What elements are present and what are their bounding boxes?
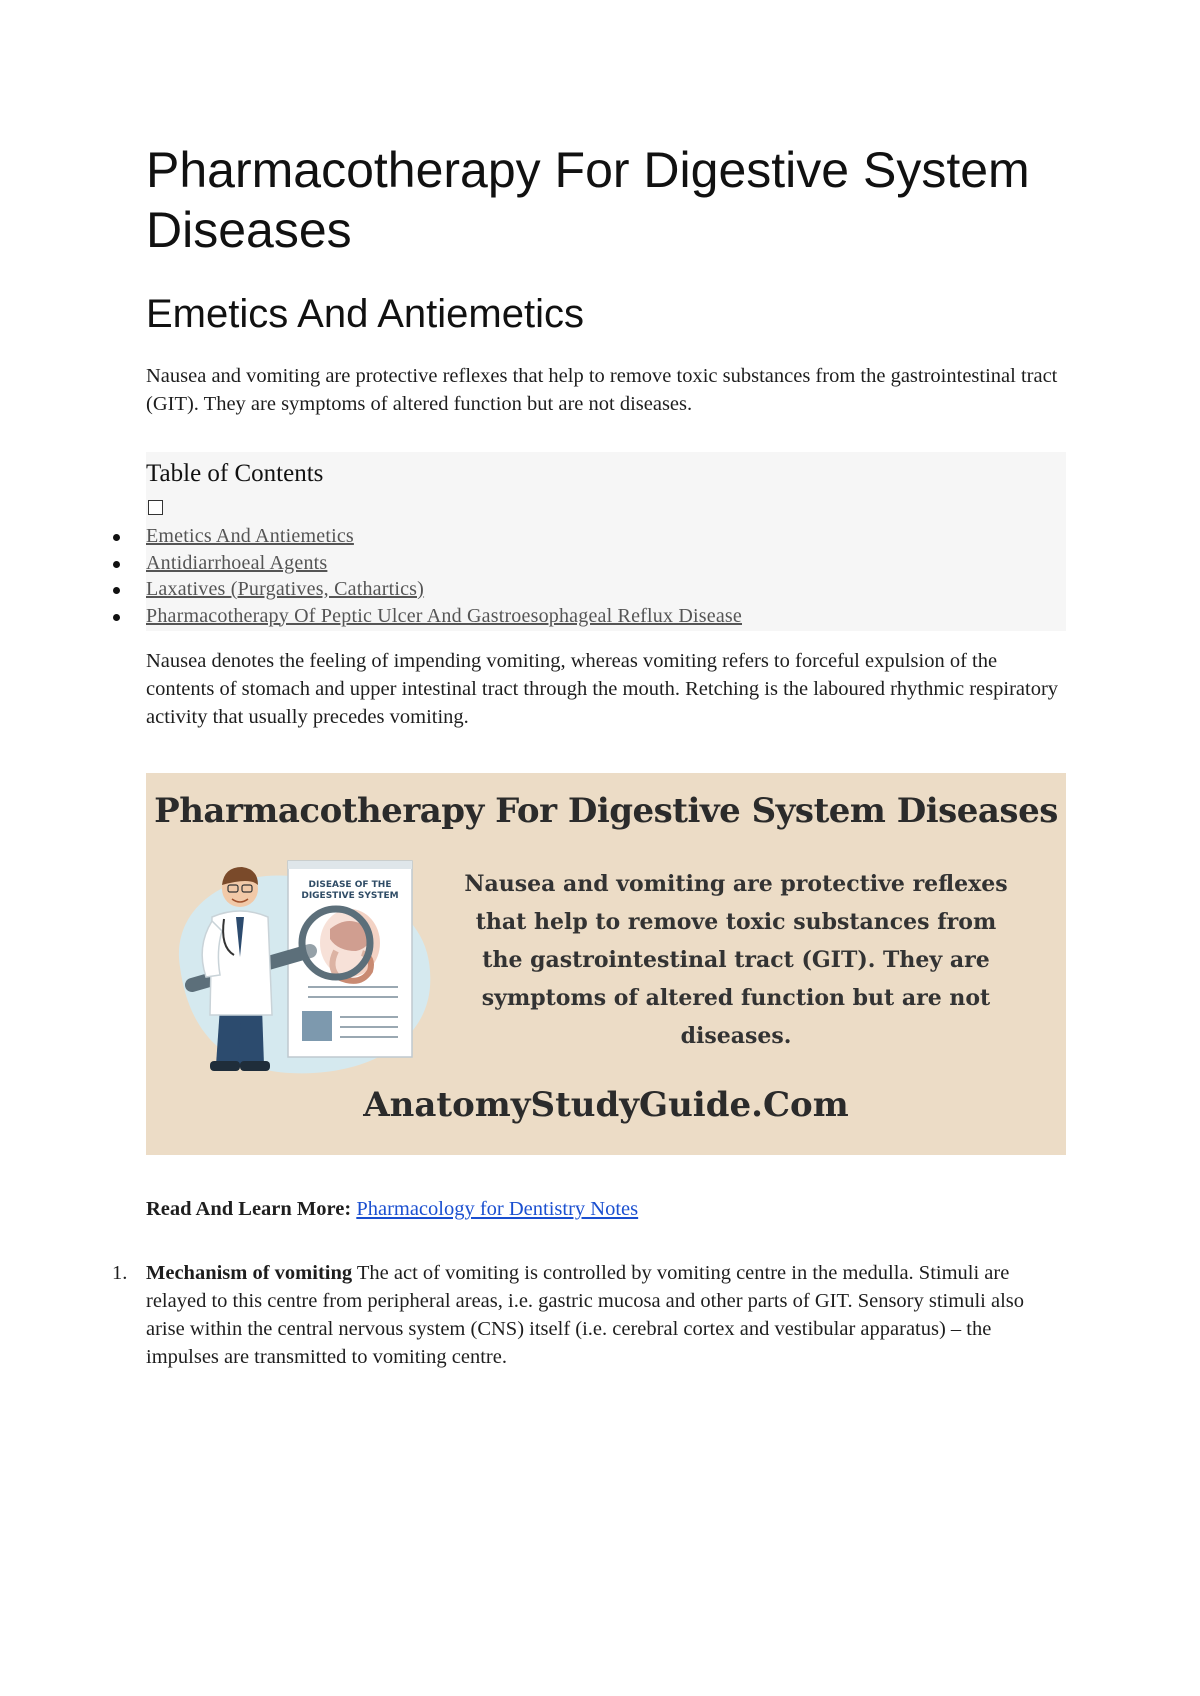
toc-link-peptic-ulcer[interactable]: Pharmacotherapy Of Peptic Ulcer And Gastroesophageal Reflux Disease [146, 604, 742, 627]
read-more-label: Read And Learn More: [146, 1198, 352, 1220]
read-more-link[interactable]: Pharmacology for Dentistry Notes [356, 1198, 639, 1220]
toc-link-antidiarrhoeal[interactable]: Antidiarrhoeal Agents [146, 551, 328, 574]
toc-toggle-checkbox[interactable] [148, 500, 163, 515]
toc-title: Table of Contents [146, 460, 324, 487]
list-item-term: Mechanism of vomiting [146, 1262, 353, 1284]
intro-paragraph: Nausea and vomiting are protective reflexes that help to remove toxic substances from the gastrointestinal tract (GIT). They are symptoms of altered function but are not diseases. [146, 365, 1058, 415]
toc-item [146, 550, 1066, 577]
toc-item [146, 576, 1066, 603]
numbered-list [112, 1259, 1066, 1371]
svg-text:DISEASE OF THE: DISEASE OF THE [308, 880, 392, 890]
nausea-paragraph: Nausea denotes the feeling of impending vomiting, whereas vomiting refers to forceful expulsion of the contents of stomach and upper intestinal tract through the mouth. Retching is the laboured rhythmic respiratory activity that usually precedes vomiting. [146, 650, 1059, 728]
banner-image [146, 773, 1066, 1155]
read-more [146, 1195, 1066, 1223]
table-of-contents [146, 452, 1066, 631]
page-title: Pharmacotherapy For Digestive System Diseases [146, 142, 1030, 258]
toc-link-emetics[interactable]: Emetics And Antiemetics [146, 525, 354, 547]
section-heading: Emetics And Antiemetics [146, 292, 584, 336]
toc-item [146, 603, 1066, 630]
svg-text:DIGESTIVE SYSTEM: DIGESTIVE SYSTEM [301, 891, 399, 901]
toc-list [146, 523, 1066, 629]
article [112, 140, 1066, 1371]
toc-item [146, 523, 1066, 550]
toc-link-laxatives[interactable]: Laxatives (Purgatives, Cathartics) [146, 578, 425, 600]
banner-title: Pharmacotherapy For Digestive System Diseases [154, 791, 1058, 831]
doctor-illustration [160, 847, 450, 1083]
banner-site-name: AnatomyStudyGuide.Com [363, 1085, 849, 1125]
list-item-number: 1. [112, 1262, 128, 1284]
list-item-text: The act of vomiting is controlled by vomiting centre in the medulla. Stimuli are relayed to this centre from peripheral areas, i.e. gastric mucosa and other parts of GIT. Sensory stimuli also arise within the central nervous system (CNS) itself (i.e. cerebral cortex and vestibular apparatus) – the impulses are transmitted to vomiting centre. [146, 1262, 1024, 1368]
list-item [112, 1259, 1066, 1371]
banner-text: Nausea and vomiting are protective reflexes that help to remove toxic substances from the gastrointestinal tract (GIT). They are symptoms of altered function but are not diseases. [464, 871, 1008, 1049]
